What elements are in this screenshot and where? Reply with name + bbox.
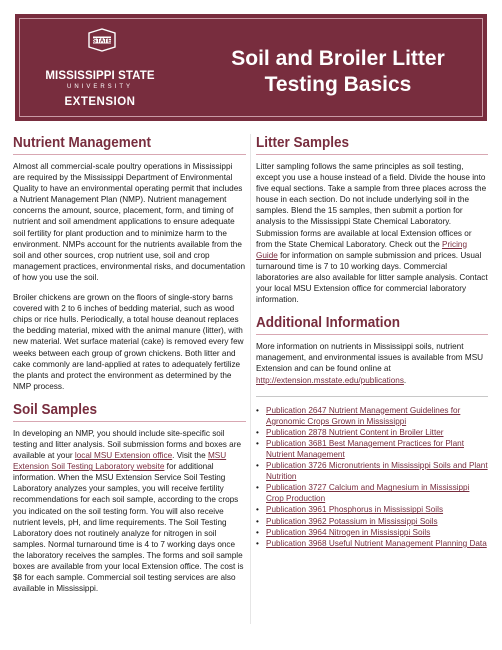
publication-link[interactable]: Publication 3964 Nitrogen in Mississippi Soils <box>266 527 431 537</box>
publication-link[interactable]: Publication 3962 Potassium in Mississippi Soils <box>266 516 438 526</box>
publication-item[interactable] <box>256 527 488 538</box>
nutrient-management-heading: Nutrient Management <box>13 134 152 151</box>
column-divider <box>250 134 251 624</box>
publication-item[interactable] <box>256 538 488 549</box>
heading-rule <box>13 421 246 422</box>
soil-samples-heading: Soil Samples <box>13 400 98 418</box>
logo-line-university: UNIVERSITY <box>66 84 133 90</box>
msu-extension-logo[interactable] <box>15 28 185 114</box>
info-text-b: . <box>403 375 407 385</box>
litter-text-b: for information on sample submission and prices. Usual turnaround time is 7 to 10 working days. Commercial laboratories are also available for litter sample analysis. Contact your local MSU Extension office for commercial laboratory information. <box>256 250 488 305</box>
local-office-link[interactable]: local MSU Extension office <box>74 451 173 461</box>
publication-link[interactable]: Publication 3681 Best Management Practices for Plant Nutrient Management <box>266 438 464 459</box>
litter-text-a: Litter sampling follows the same principles as soil testing, except you use a house instead of a field. Divide the house into five equal sections. Take a sample from three places across the house in each section. Do not include underlying soil in the samples. Blend the 15 samples, then submit a portion for analysis to the Mississippi State Chemical Laboratory. Submission forms are available at local Extension offices or from the State Chemical Laboratory. Check out the <box>256 162 487 249</box>
litter-samples-paragraph <box>256 161 488 305</box>
publication-link[interactable]: Publication 3968 Useful Nutrient Management Planning Data <box>266 538 487 548</box>
soil-text-c: for additional information. When the MSU Extension Service Soil Testing Laboratory analyzes your samples, you will receive fertility recommendations for each soil sample, according to the crops you indicated on the soil testing form. You will also receive nutrient levels, pH, and lime requirements. The Soil Testing Laboratory does not routinely analyze for nitrogen in soil samples. Normal turnaround time is 4 to 7 working days once the laboratory receives the samples. The forms and soil sample boxes are available from your local Extension office. The cost is $8 for each sample. Commercial soil testing services are also available in Mississippi. <box>13 462 244 594</box>
publication-item[interactable] <box>256 405 488 427</box>
heading-rule <box>13 154 246 155</box>
section-rule <box>256 396 488 397</box>
additional-information-heading: Additional Information <box>256 314 400 332</box>
left-column <box>13 134 246 603</box>
soil-text-b: . Visit the <box>172 451 208 461</box>
publication-link[interactable]: Publication 3727 Calcium and Magnesium in Mississippi Crop Production <box>266 483 470 504</box>
publications-url-link[interactable]: http://extension.msstate.edu/publications <box>256 375 404 385</box>
publication-item[interactable] <box>256 438 488 460</box>
soil-samples-paragraph <box>13 428 246 594</box>
logo-line-mississippi-state: MISSISSIPPI STATE <box>45 70 155 82</box>
bullet-icon: • <box>256 438 259 448</box>
publication-link[interactable]: Publication 3726 Micronutrients in Mississippi Soils and Plant Nutrition <box>266 461 488 482</box>
publication-link[interactable]: Publication 3961 Phosphorus in Mississippi Soils <box>266 505 444 515</box>
page-title: Soil and Broiler Litter Testing Basics <box>231 47 445 96</box>
bullet-icon: • <box>256 516 259 526</box>
heading-rule <box>256 154 488 155</box>
bullet-icon: • <box>256 405 259 415</box>
soil-text-a: In developing an NMP, you should include site-specific soil testing and litter analysis. Soil submission forms and boxes are available at your <box>13 428 241 461</box>
publication-item[interactable] <box>256 516 488 527</box>
header-banner <box>15 14 487 121</box>
soil-lab-website-link[interactable]: MSU Extension Soil Testing Laboratory website <box>13 451 227 472</box>
additional-information-paragraph <box>256 341 488 385</box>
publication-list <box>256 405 488 549</box>
bullet-icon: • <box>256 527 259 537</box>
bullet-icon: • <box>256 505 259 515</box>
publication-item[interactable] <box>256 504 488 515</box>
info-text-a: More information on nutrients in Mississippi soils, nutrient management, and environmental issues is available from MSU Extension and can be found online at <box>256 342 484 374</box>
pricing-guide-link[interactable]: Pricing Guide <box>256 239 468 260</box>
publication-link[interactable]: Publication 2647 Nutrient Management Guidelines for Agronomic Crops Grown in Mississippi <box>266 405 461 426</box>
bullet-icon: • <box>256 461 259 471</box>
bullet-icon: • <box>256 538 259 548</box>
nutrient-paragraph-1: Almost all commercial-scale poultry operations in Mississippi are required by the Mississippi Department of Environmental Quality to have an environmental operating permit that includes a Nutrient Management Plan (NMP). Nutrient management concerns the amount, source, placement, form, and timing of nutrient and soil amendment applications to ensure adequate soil fertility for plant production and to minimize harm to the environment. NMPs account for the nutrients available from the soil and other sources, crop nutrient use, soil and crop management practices, environmental risks, and documentation of how you use the soil. <box>13 162 246 282</box>
publication-item[interactable] <box>256 482 488 504</box>
publication-link[interactable]: Publication 2878 Nutrient Content in Broiler Litter <box>266 427 444 437</box>
litter-samples-heading: Litter Samples <box>256 134 350 151</box>
bullet-icon: • <box>256 427 259 437</box>
heading-rule <box>256 334 488 335</box>
bullet-icon: • <box>256 483 259 493</box>
nutrient-paragraph-2: Broiler chickens are grown on the floors of single-story barns covered with 2 to 6 inches of bedding material, such as wood chips or rice hulls. Periodically, a total house deanout replaces the bedding material, mixed with the animal manure (litter), with new material. Wet surface material (cake) is removed every few weeks between each group of grown chickens. Both litter and cake commonly are land-applied at rates to adequately fertilize the plants and protect the environment as determined by the NMP process. <box>13 293 244 391</box>
logo-line-extension: EXTENSION <box>64 96 136 108</box>
msu-seal-icon <box>85 28 119 52</box>
publication-item[interactable] <box>256 460 488 482</box>
seal-text: STATE <box>92 38 112 45</box>
publication-item[interactable] <box>256 427 488 438</box>
right-column <box>256 134 488 549</box>
